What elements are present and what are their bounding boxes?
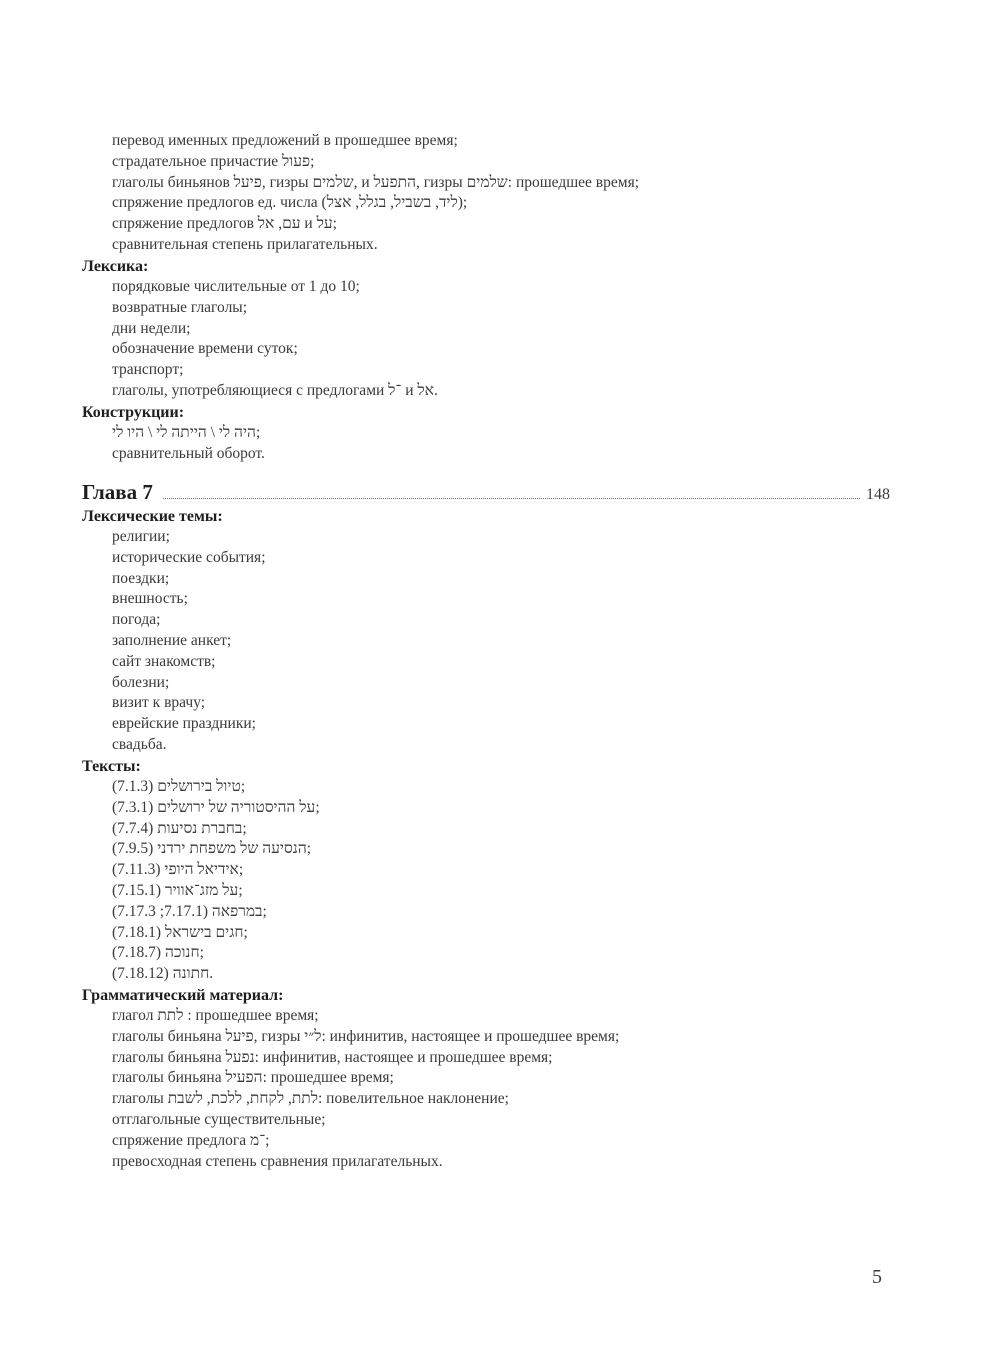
list-item: визит к врачу; [112,694,206,712]
list-item: болезни; [112,673,170,691]
list-item: חגים בישראל (7.18.1); [112,923,248,941]
lexicon-section [82,256,902,402]
constructions-section [82,402,902,465]
grammar-continuation-list [82,131,902,256]
list-item: במרפאה (7.17.1; 7.17.3); [112,902,267,920]
chapter-page-number: 148 [866,486,890,503]
list-item: על ההיסטוריה של ירושלים (7.3.1); [112,798,320,816]
list-item: בחברת נסיעות (7.7.4); [112,819,247,837]
list-item: спряжение предлогов ед. числа (ליד, בשביל, בגלל, אצל); [112,194,468,212]
lexicon-heading: Лексика: [82,258,149,275]
list-item: глаголы биньяна הפעיל: прошедшее время; [112,1069,394,1087]
list-item: חתונה (7.18.12). [112,965,214,983]
toc-leader-dots [163,484,860,499]
constructions-heading: Конструкции: [82,404,185,421]
list-item: возвратные глаголы; [112,298,248,316]
texts-heading: Тексты: [82,758,141,775]
list-item: страдательное причастие פעול; [112,152,315,170]
list-item: спряжение предлогов עם, אל и על; [112,215,337,233]
grammar-heading: Грамматический материал: [82,987,284,1004]
list-item: транспорт; [112,361,184,379]
list-item: היה לי \ הייתה לי \ היו לי; [112,424,261,441]
lexical-themes-heading: Лексические темы: [82,508,223,525]
list-item: религии; [112,528,170,545]
texts-section [82,756,902,985]
list-item: дни недели; [112,319,191,337]
list-item: глаголы биньянов פיעל, гизры שלמים, и התפעל, гизры שלמים: прошедшее время; [112,173,640,191]
list-item: порядковые числительные от 1 до 10; [112,278,360,295]
page-number: 5 [872,1266,882,1288]
list-item: על מזג־אוויר (7.15.1); [112,881,243,899]
list-item: исторические события; [112,548,266,566]
lexical-themes-section [82,506,902,756]
list-item: глаголы לתת, לקחת, ללכת, לשבת: повелительное наклонение; [112,1090,509,1108]
list-item: глаголы, употребляющиеся с предлогами ־ל и אל. [112,381,438,399]
list-item: טיול בירושלים (7.1.3); [112,778,246,795]
list-item: внешность; [112,590,188,608]
list-item: אידיאל היופי (7.11.3); [112,861,244,879]
list-item: погода; [112,611,161,629]
chapter-toc-entry[interactable] [82,480,890,508]
list-item: поездки; [112,569,170,587]
list-item: еврейские праздники; [112,715,256,733]
list-item: спряжение предлога ־מ; [112,1131,270,1149]
list-item: глагол לתת : прошедшее время; [112,1007,319,1024]
list-item: сравнительный оборот. [112,444,265,462]
list-item: глаголы биньяна פיעל, гизры ל״י: инфинитив, настоящее и прошедшее время; [112,1027,620,1045]
list-item: заполнение анкет; [112,631,232,649]
list-item: הנסיעה של משפחת ירדני (7.9.5); [112,840,312,858]
list-item: перевод именных предложений в прошедшее время; [112,132,458,149]
list-item: глаголы биньяна נפעל: инфинитив, настоящее и прошедшее время; [112,1048,553,1066]
list-item: сайт знакомств; [112,652,216,670]
chapter-title: Глава 7 [82,480,153,504]
list-item: חנוכה (7.18.7); [112,944,204,962]
list-item: превосходная степень сравнения прилагательных. [112,1152,443,1170]
list-item: отглагольные существительные; [112,1110,326,1128]
list-item: обозначение времени суток; [112,340,298,358]
grammar-section [82,985,902,1172]
list-item: свадьба. [112,735,167,753]
list-item: сравнительная степень прилагательных. [112,235,378,253]
